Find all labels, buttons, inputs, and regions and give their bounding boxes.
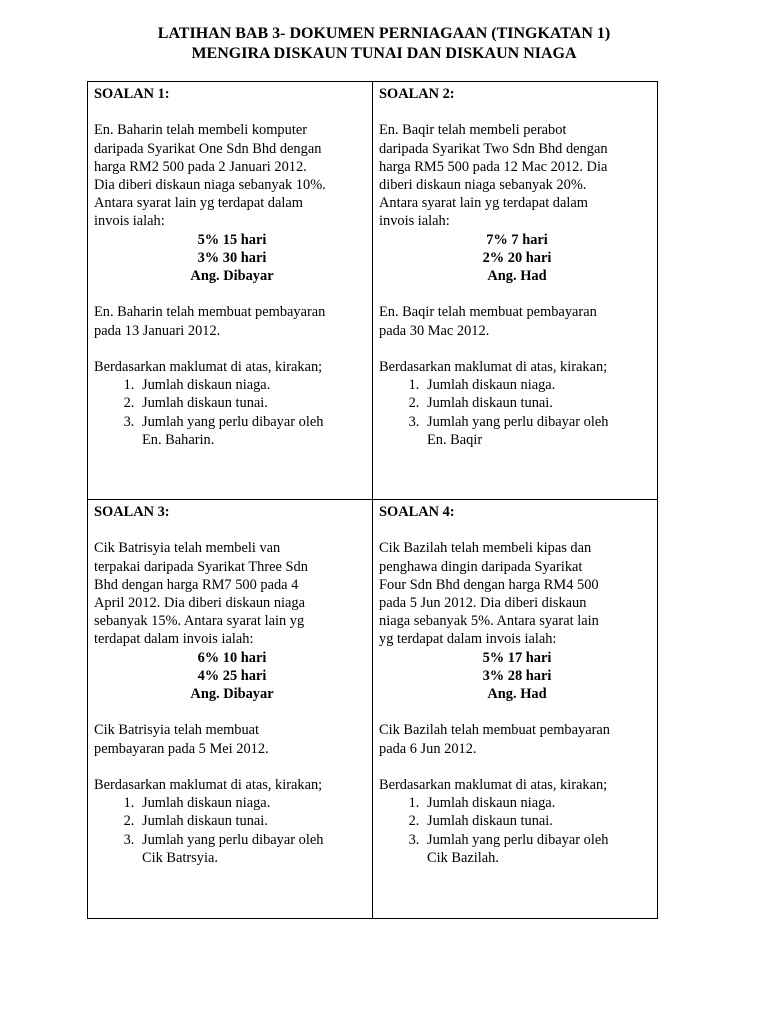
task-item: 1. Jumlah diskaun niaga.: [138, 376, 370, 394]
task-item: 3. Jumlah yang perlu dibayar oleh: [423, 413, 655, 431]
spacer: [379, 340, 655, 358]
question-text-line: niaga sebanyak 5%. Antara syarat lain: [379, 613, 599, 630]
spacer: [379, 103, 655, 121]
task-item: 3. Jumlah yang perlu dibayar oleh: [138, 413, 370, 431]
question-text-line: harga RM5 500 pada 12 Mac 2012. Dia: [379, 158, 608, 175]
payment-text-line: pembayaran pada 5 Mei 2012.: [94, 740, 269, 757]
question-text-line: Dia diberi diskaun niaga sebanyak 10%.: [94, 177, 326, 193]
task-item: 2. Jumlah diskaun tunai.: [423, 812, 655, 830]
table-divider-horizontal: [87, 499, 658, 500]
question-table: [87, 81, 658, 919]
question-cell-3: [94, 503, 370, 867]
task-item: 2. Jumlah diskaun tunai.: [423, 394, 655, 412]
task-item: 1. Jumlah diskaun niaga.: [423, 794, 655, 812]
spacer: [379, 703, 655, 721]
question-text-line: yg terdapat dalam invois ialah:: [379, 631, 557, 648]
question-text-line: Antara syarat lain yg terdapat dalam: [379, 195, 588, 212]
task-prompt: Berdasarkan maklumat di atas, kirakan;: [379, 777, 608, 793]
payment-text-line: Cik Bazilah telah membuat pembayaran: [379, 722, 610, 739]
payment-term: 6% 10 hari: [197, 649, 267, 666]
spacer: [379, 521, 655, 539]
task-item-continuation: Cik Bazilah.: [427, 849, 499, 866]
spacer: [94, 285, 370, 303]
table-divider-vertical: [372, 81, 373, 919]
question-text-line: diberi diskaun niaga sebanyak 20%.: [379, 177, 587, 193]
question-text-line: invois ialah:: [94, 213, 165, 230]
task-list: [379, 376, 655, 431]
question-heading: SOALAN 1:: [94, 86, 170, 102]
task-item-continuation: En. Baharin.: [142, 431, 215, 448]
task-item-continuation: Cik Batrsyia.: [142, 849, 218, 866]
payment-text-line: Cik Batrisyia telah membuat: [94, 722, 260, 739]
payment-term: Ang. Had: [487, 268, 547, 285]
question-text-line: En. Baqir telah membeli perabot: [379, 122, 567, 139]
payment-term: Ang. Had: [487, 686, 547, 703]
spacer: [379, 758, 655, 776]
task-item-continuation: En. Baqir: [427, 431, 483, 448]
question-heading: SOALAN 4:: [379, 504, 455, 520]
task-prompt: Berdasarkan maklumat di atas, kirakan;: [94, 359, 323, 375]
task-list: [379, 794, 655, 849]
question-text-line: Cik Bazilah telah membeli kipas dan: [379, 540, 592, 557]
task-list: [94, 794, 370, 849]
payment-term: 7% 7 hari: [486, 231, 548, 248]
payment-term: Ang. Dibayar: [190, 686, 274, 703]
question-text-line: sebanyak 15%. Antara syarat lain yg: [94, 613, 305, 630]
payment-text-line: pada 13 Januari 2012.: [94, 322, 221, 339]
spacer: [94, 103, 370, 121]
task-prompt: Berdasarkan maklumat di atas, kirakan;: [94, 777, 323, 793]
question-text-line: daripada Syarikat One Sdn Bhd dengan: [94, 140, 322, 157]
task-list: [94, 376, 370, 431]
question-cell-2: [379, 85, 655, 449]
task-item: 3. Jumlah yang perlu dibayar oleh: [138, 831, 370, 849]
task-item: 2. Jumlah diskaun tunai.: [138, 394, 370, 412]
payment-text-line: pada 6 Jun 2012.: [379, 740, 477, 757]
spacer: [94, 521, 370, 539]
payment-text-line: pada 30 Mac 2012.: [379, 322, 490, 339]
question-text-line: harga RM2 500 pada 2 Januari 2012.: [94, 158, 307, 175]
question-text-line: pada 5 Jun 2012. Dia diberi diskaun: [379, 595, 587, 611]
task-item: 1. Jumlah diskaun niaga.: [138, 794, 370, 812]
spacer: [379, 285, 655, 303]
question-text-line: En. Baharin telah membeli komputer: [94, 122, 307, 139]
question-heading: SOALAN 3:: [94, 504, 170, 520]
payment-term: 4% 25 hari: [197, 667, 267, 684]
question-text-line: penghawa dingin daripada Syarikat: [379, 558, 583, 575]
question-text-line: Cik Batrisyia telah membeli van: [94, 540, 281, 557]
task-item: 3. Jumlah yang perlu dibayar oleh: [423, 831, 655, 849]
question-text-line: terpakai daripada Syarikat Three Sdn: [94, 558, 308, 575]
question-text-line: daripada Syarikat Two Sdn Bhd dengan: [379, 140, 608, 157]
question-text-line: terdapat dalam invois ialah:: [94, 631, 254, 648]
payment-text-line: En. Baharin telah membuat pembayaran: [94, 304, 326, 321]
question-cell-1: [94, 85, 370, 449]
spacer: [94, 703, 370, 721]
task-item: 1. Jumlah diskaun niaga.: [423, 376, 655, 394]
payment-term: 3% 30 hari: [197, 249, 267, 266]
spacer: [94, 758, 370, 776]
payment-text-line: En. Baqir telah membuat pembayaran: [379, 304, 597, 321]
question-heading: SOALAN 2:: [379, 86, 455, 102]
task-prompt: Berdasarkan maklumat di atas, kirakan;: [379, 359, 608, 375]
payment-term: Ang. Dibayar: [190, 268, 274, 285]
payment-term: 3% 28 hari: [482, 667, 552, 684]
task-item: 2. Jumlah diskaun tunai.: [138, 812, 370, 830]
page-title: LATIHAN BAB 3- DOKUMEN PERNIAGAAN (TINGKATAN 1): [157, 25, 611, 42]
question-text-line: invois ialah:: [379, 213, 450, 230]
question-cell-4: [379, 503, 655, 867]
spacer: [94, 340, 370, 358]
question-text-line: Antara syarat lain yg terdapat dalam: [94, 195, 303, 212]
payment-term: 5% 17 hari: [482, 649, 552, 666]
question-text-line: April 2012. Dia diberi diskaun niaga: [94, 595, 306, 611]
page-subtitle: MENGIRA DISKAUN TUNAI DAN DISKAUN NIAGA: [191, 45, 577, 62]
payment-term: 2% 20 hari: [482, 249, 552, 266]
question-text-line: Four Sdn Bhd dengan harga RM4 500: [379, 576, 599, 593]
payment-term: 5% 15 hari: [197, 231, 267, 248]
question-text-line: Bhd dengan harga RM7 500 pada 4: [94, 576, 299, 593]
